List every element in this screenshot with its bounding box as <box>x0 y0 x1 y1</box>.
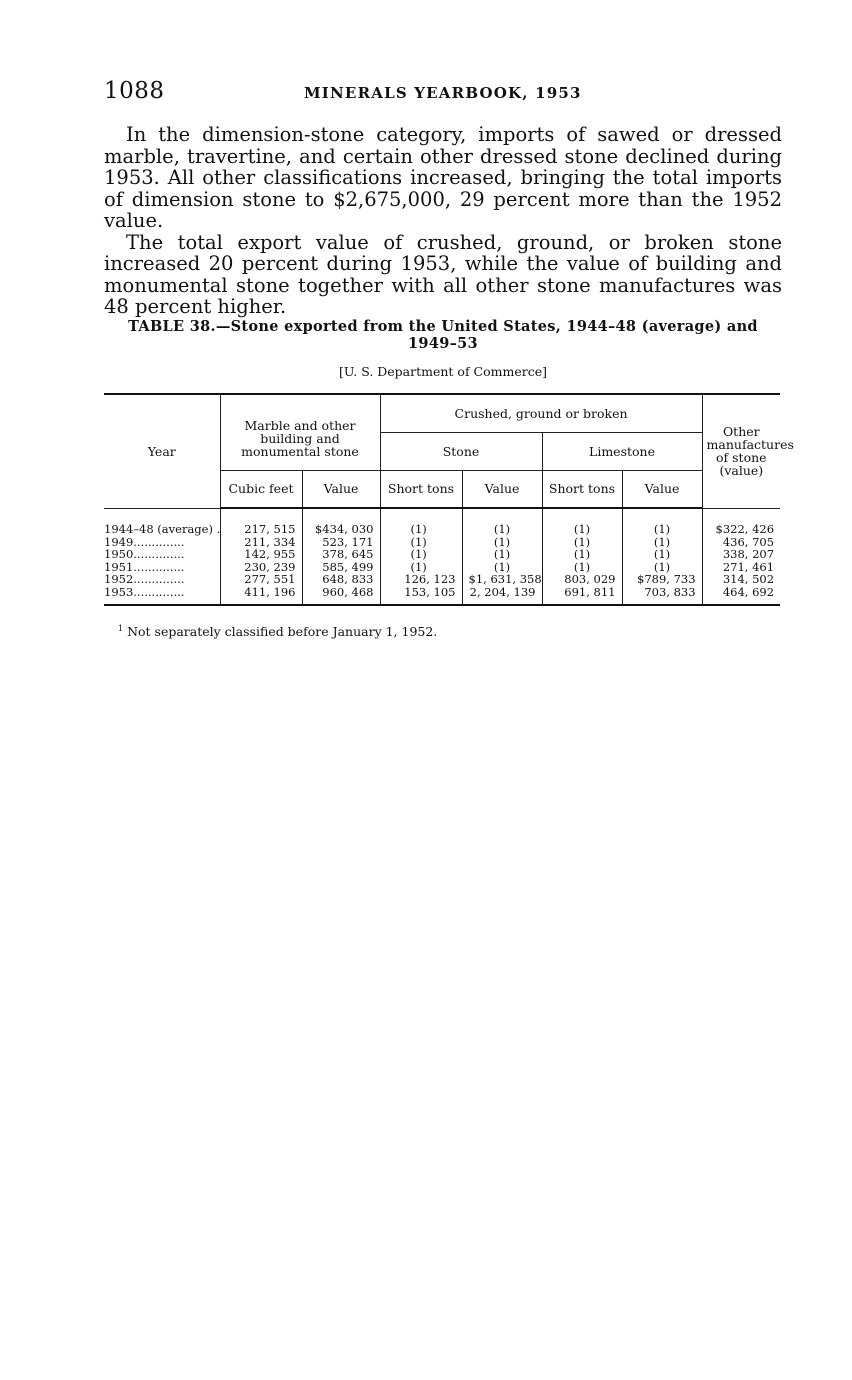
header-stone-value: Value <box>462 470 542 508</box>
cell-limestone-value: (1) <box>622 508 702 536</box>
cell-other: $322, 426 <box>702 508 780 536</box>
cell-marble-value: 378, 645 <box>302 548 380 561</box>
cell-stone-value: (1) <box>462 508 542 536</box>
cell-marble-value: 960, 468 <box>302 586 380 606</box>
cell-stone-tons: 126, 123 <box>380 573 462 586</box>
cell-stone-tons: (1) <box>380 536 462 549</box>
cell-stone-tons: (1) <box>380 548 462 561</box>
cell-cubic-feet: 411, 196 <box>220 586 302 606</box>
cell-limestone-tons: (1) <box>542 536 622 549</box>
leader-dots: . <box>216 521 220 536</box>
table-row <box>104 561 780 574</box>
running-head <box>104 78 780 108</box>
cell-limestone-value: (1) <box>622 561 702 574</box>
table-row <box>104 536 780 549</box>
leader-dots: .............. <box>133 560 185 573</box>
cell-cubic-feet: 142, 955 <box>220 548 302 561</box>
table-source: [U. S. Department of Commerce] <box>338 364 547 379</box>
cell-marble-value: 523, 171 <box>302 536 380 549</box>
cell-limestone-tons: (1) <box>542 561 622 574</box>
header-marble: Marble and other building and monumental stone <box>220 394 380 470</box>
header-other-manufactures: Other manufactures of stone (value) <box>702 394 780 508</box>
cell-limestone-tons: (1) <box>542 548 622 561</box>
cell-marble-value: 585, 499 <box>302 561 380 574</box>
footnote-text: Not separately classified before January 1, 1952. <box>127 624 438 640</box>
page-number: 1088 <box>104 78 165 104</box>
cell-other: 314, 502 <box>702 573 780 586</box>
table-row <box>104 573 780 586</box>
header-limestone-short-tons: Short tons <box>542 470 622 508</box>
leader-dots: .............. <box>133 573 185 586</box>
cell-limestone-value: (1) <box>622 536 702 549</box>
cell-cubic-feet: 211, 334 <box>220 536 302 549</box>
cell-other: 464, 692 <box>702 586 780 606</box>
cell-limestone-value: (1) <box>622 548 702 561</box>
cell-cubic-feet: 277, 551 <box>220 573 302 586</box>
footnote-marker: 1 <box>118 624 124 633</box>
cell-other: 338, 207 <box>702 548 780 561</box>
cell-stone-tons: 153, 105 <box>380 586 462 606</box>
leader-dots: .............. <box>133 548 185 561</box>
header-marble-value: Value <box>302 470 380 508</box>
table-title-line-1: TABLE 38.—Stone exported from the United States, 1944–48 (average) and <box>128 318 758 335</box>
cell-limestone-tons: (1) <box>542 508 622 536</box>
cell-marble-value: 648, 833 <box>302 573 380 586</box>
body-text <box>104 124 782 318</box>
row-year: 1949 <box>104 535 134 548</box>
cell-stone-value: 2, 204, 139 <box>462 586 542 606</box>
header-limestone-value: Value <box>622 470 702 508</box>
header-stone: Stone <box>380 432 542 470</box>
row-year: 1950 <box>104 548 134 561</box>
cell-limestone-tons: 691, 811 <box>542 586 622 606</box>
cell-stone-tons: (1) <box>380 561 462 574</box>
cell-marble-value: $434, 030 <box>302 508 380 536</box>
cell-cubic-feet: 217, 515 <box>220 508 302 536</box>
cell-stone-value: $1, 631, 358 <box>462 573 542 586</box>
leader-dots: .............. <box>133 535 185 548</box>
cell-other: 271, 461 <box>702 561 780 574</box>
cell-limestone-value: $789, 733 <box>622 573 702 586</box>
cell-stone-value: (1) <box>462 548 542 561</box>
table-row <box>104 586 780 606</box>
cell-limestone-value: 703, 833 <box>622 586 702 606</box>
row-year: 1952 <box>104 573 134 586</box>
cell-limestone-tons: 803, 029 <box>542 573 622 586</box>
paragraph-imports: In the dimension-stone category, imports of sawed or dressed marble, travertine, and certain other dressed stone declined during 1953. All other classifications increased, bringing the total imports of dimension stone to $2,675,000, 29 percent more than the 1952 value. <box>104 123 782 232</box>
header-crushed: Crushed, ground or broken <box>380 394 702 432</box>
table-footnote <box>118 624 778 639</box>
header-limestone: Limestone <box>542 432 702 470</box>
cell-stone-tons: (1) <box>380 508 462 536</box>
table-title-line-2: 1949–53 <box>408 335 478 352</box>
running-title: MINERALS YEARBOOK, 1953 <box>304 84 582 102</box>
cell-stone-value: (1) <box>462 536 542 549</box>
row-year: 1944–48 (average) <box>104 521 213 536</box>
header-year: Year <box>104 394 220 508</box>
cell-cubic-feet: 230, 239 <box>220 561 302 574</box>
paragraph-exports: The total export value of crushed, ground, or broken stone increased 20 percent during 1953, while the value of building and monumental stone together with all other stone manufactures was 48 percent higher. <box>104 230 782 318</box>
cell-other: 436, 705 <box>702 536 780 549</box>
table-row <box>104 548 780 561</box>
header-stone-short-tons: Short tons <box>380 470 462 508</box>
cell-stone-value: (1) <box>462 561 542 574</box>
header-cubic-feet: Cubic feet <box>220 470 302 508</box>
row-year: 1953 <box>104 585 134 599</box>
table-title <box>104 318 782 352</box>
stone-export-table <box>104 393 794 606</box>
leader-dots: .............. <box>133 585 185 599</box>
table-row <box>104 508 780 536</box>
row-year: 1951 <box>104 560 134 573</box>
